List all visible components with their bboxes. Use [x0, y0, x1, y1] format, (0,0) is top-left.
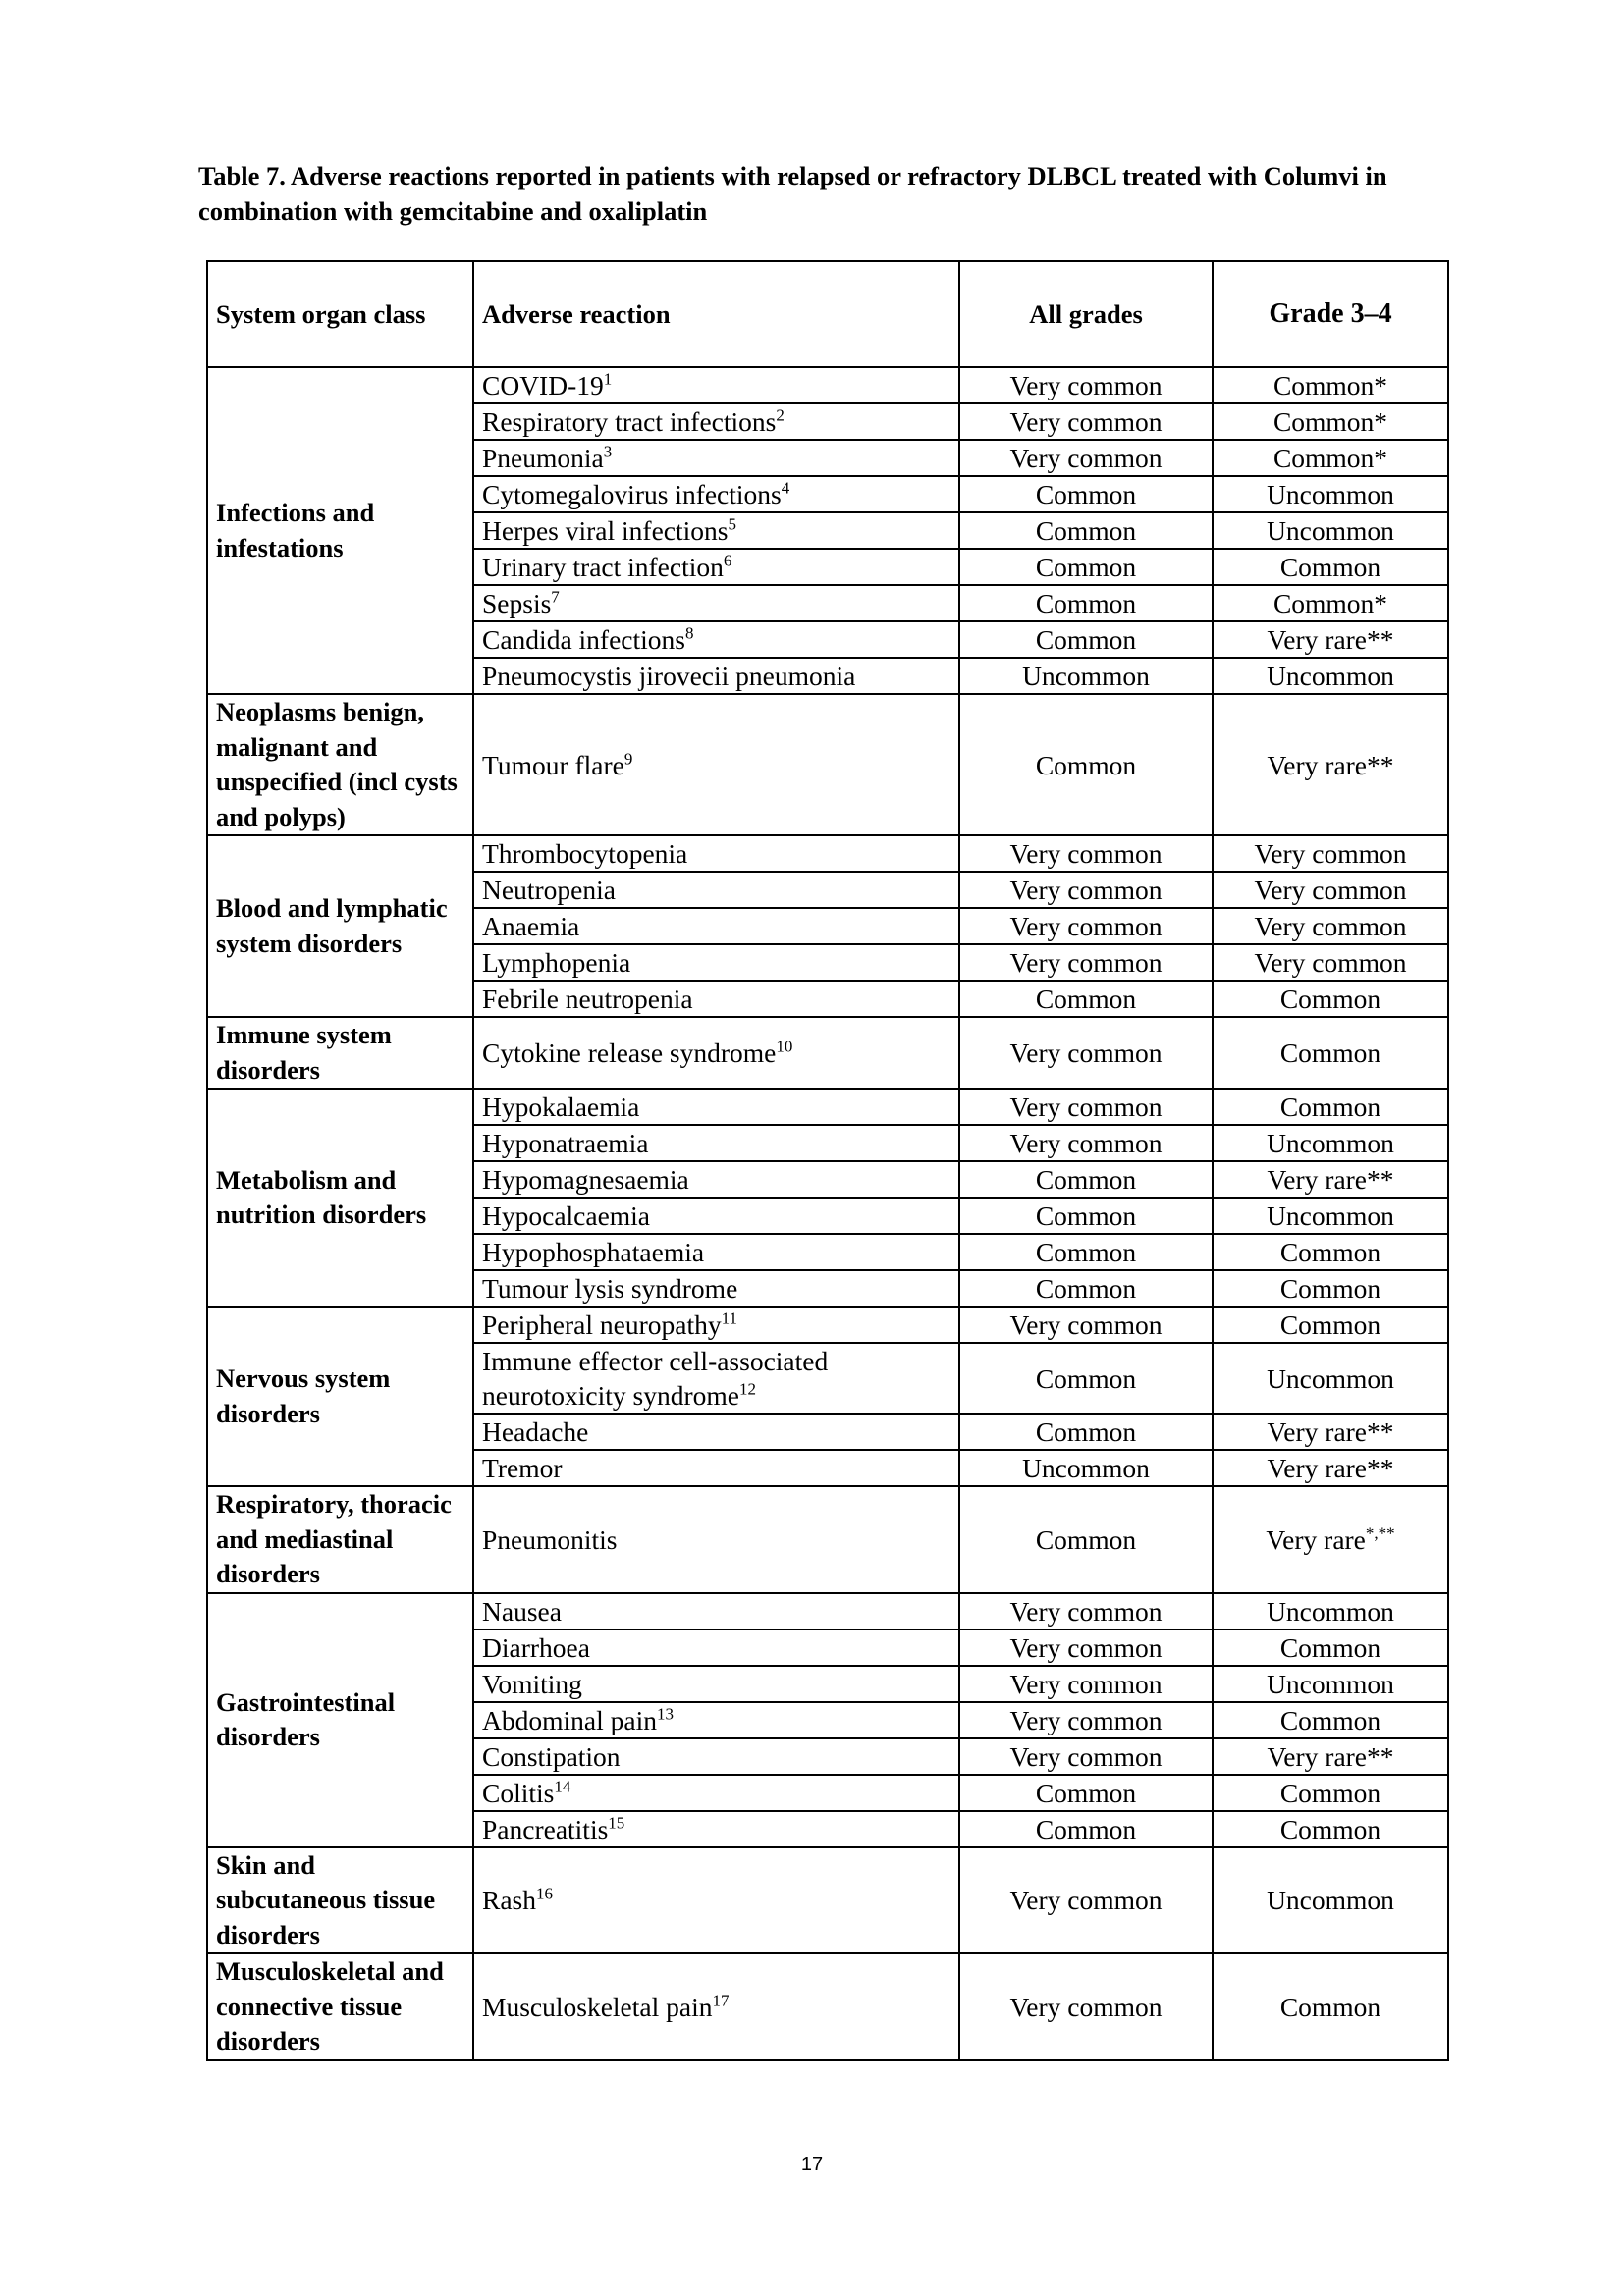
grade-3-4-label: Uncommon: [1267, 1595, 1394, 1627]
grade-3-4-cell: [1213, 1738, 1448, 1775]
adverse-reaction-label: Hyponatraemia: [482, 1128, 649, 1158]
all-grades-cell: Common: [959, 1486, 1213, 1593]
adverse-reaction-cell: [473, 1486, 959, 1593]
adverse-reaction-label: Pancreatitis: [482, 1813, 609, 1844]
adverse-reaction-label: Anaemia: [482, 911, 580, 941]
grade-3-4-cell: [1213, 549, 1448, 585]
all-grades-cell: Very common: [959, 908, 1213, 944]
grade-3-4-label: Uncommon: [1267, 515, 1394, 546]
adverse-reaction-label: Tumour flare: [482, 749, 624, 780]
header-adverse-reaction: Adverse reaction: [473, 261, 959, 367]
table-row: [207, 1307, 1448, 1343]
grade-3-4-cell: [1213, 621, 1448, 658]
adverse-reaction-label: Thrombocytopenia: [482, 838, 688, 869]
all-grades-cell: Common: [959, 585, 1213, 621]
grade-3-4-cell: [1213, 1450, 1448, 1486]
adverse-reactions-table: [206, 260, 1449, 2061]
adverse-reaction-cell: [473, 403, 959, 440]
table-title: Table 7. Adverse reactions reported in patients with relapsed or refractory DLBCL treated with Columvi in combination with gemcitabine and oxaliplatin: [198, 161, 1387, 226]
adverse-reaction-cell: [473, 1953, 959, 2060]
grade-3-4-cell: [1213, 1593, 1448, 1629]
table-row: [207, 1486, 1448, 1593]
all-grades-cell: Very common: [959, 367, 1213, 403]
footnote-marker: 9: [623, 748, 633, 768]
all-grades-cell: Very common: [959, 440, 1213, 476]
adverse-reaction-label: Tremor: [482, 1453, 563, 1483]
grade-3-4-label: Very rare**: [1267, 1164, 1394, 1195]
adverse-reaction-cell: [473, 367, 959, 403]
grade-3-4-cell: [1213, 440, 1448, 476]
adverse-reaction-cell: [473, 835, 959, 872]
system-organ-class-cell: Nervous system disorders: [207, 1307, 473, 1486]
adverse-reaction-cell: [473, 512, 959, 549]
adverse-reaction-label: Hypomagnesaemia: [482, 1164, 689, 1195]
header-all-grades: All grades: [959, 261, 1213, 367]
footnote-marker: 11: [721, 1308, 737, 1328]
all-grades-cell: Common: [959, 1343, 1213, 1414]
adverse-reaction-label: Nausea: [482, 1595, 562, 1627]
footnote-marker: 14: [554, 1776, 571, 1795]
all-grades-cell: Very common: [959, 403, 1213, 440]
all-grades-cell: Very common: [959, 1629, 1213, 1666]
system-organ-class-cell: Neoplasms benign, malignant and unspecified (incl cysts and polyps): [207, 694, 473, 835]
all-grades-cell: Common: [959, 1270, 1213, 1307]
grade-3-4-cell: [1213, 1017, 1448, 1089]
grade-3-4-cell: [1213, 1666, 1448, 1702]
all-grades-cell: Very common: [959, 1738, 1213, 1775]
adverse-reaction-label: Febrile neutropenia: [482, 984, 693, 1014]
grade-3-4-label: Common*: [1272, 443, 1388, 473]
grade-3-4-label: Common: [1279, 984, 1381, 1014]
grade-3-4-label: Uncommon: [1267, 1362, 1394, 1394]
grade-3-4-cell: [1213, 1953, 1448, 2060]
adverse-reaction-label: Headache: [482, 1416, 589, 1447]
footnote-marker: *,**: [1365, 1523, 1395, 1543]
grade-3-4-cell: [1213, 1811, 1448, 1847]
footnote-marker: 12: [738, 1379, 756, 1399]
all-grades-cell: Common: [959, 981, 1213, 1017]
grade-3-4-cell: [1213, 944, 1448, 981]
grade-3-4-label: Uncommon: [1267, 1128, 1394, 1158]
adverse-reaction-cell: [473, 1270, 959, 1307]
all-grades-cell: Common: [959, 1198, 1213, 1234]
adverse-reaction-cell: [473, 1343, 959, 1414]
all-grades-cell: Common: [959, 1811, 1213, 1847]
grade-3-4-label: Uncommon: [1267, 1885, 1394, 1916]
all-grades-cell: Very common: [959, 835, 1213, 872]
grade-3-4-label: Common: [1279, 1631, 1381, 1663]
adverse-reaction-label: Hypocalcaemia: [482, 1201, 651, 1231]
system-organ-class-cell: Infections and infestations: [207, 367, 473, 694]
all-grades-cell: Very common: [959, 1702, 1213, 1738]
grade-3-4-label: Common: [1279, 1273, 1381, 1304]
grade-3-4-cell: [1213, 872, 1448, 908]
grade-3-4-label: Very common: [1254, 838, 1407, 869]
all-grades-cell: Very common: [959, 872, 1213, 908]
page-number: 17: [800, 2154, 824, 2175]
adverse-reaction-label: Lymphopenia: [482, 947, 631, 978]
grade-3-4-cell: [1213, 694, 1448, 835]
system-organ-class-cell: Immune system disorders: [207, 1017, 473, 1089]
system-organ-class-cell: Musculoskeletal and connective tissue disorders: [207, 1953, 473, 2060]
grade-3-4-label: Common: [1279, 1704, 1381, 1735]
adverse-reaction-cell: [473, 1775, 959, 1811]
grade-3-4-cell: [1213, 476, 1448, 512]
adverse-reaction-label: Sepsis: [482, 588, 552, 618]
grade-3-4-cell: [1213, 403, 1448, 440]
all-grades-cell: Common: [959, 512, 1213, 549]
grade-3-4-label: Very rare**: [1267, 1416, 1394, 1447]
adverse-reaction-cell: [473, 585, 959, 621]
footnote-marker: 10: [776, 1037, 793, 1056]
footnote-marker: 13: [656, 1703, 674, 1723]
footnote-marker: 8: [684, 623, 694, 643]
table-row: [207, 694, 1448, 835]
grade-3-4-label: Common: [1279, 1777, 1381, 1808]
grade-3-4-cell: [1213, 658, 1448, 694]
all-grades-cell: Very common: [959, 1666, 1213, 1702]
adverse-reaction-cell: [473, 1450, 959, 1486]
adverse-reaction-label: COVID-19: [482, 370, 604, 400]
grade-3-4-label: Common: [1279, 1038, 1381, 1068]
grade-3-4-cell: [1213, 1089, 1448, 1125]
grade-3-4-cell: [1213, 981, 1448, 1017]
grade-3-4-cell: [1213, 1161, 1448, 1198]
adverse-reaction-cell: [473, 1017, 959, 1089]
adverse-reaction-label: Herpes viral infections: [482, 515, 729, 546]
footnote-marker: 1: [603, 369, 613, 389]
all-grades-cell: Very common: [959, 1017, 1213, 1089]
adverse-reaction-label: Immune effector cell-associated neurotoxicity syndrome: [482, 1346, 829, 1411]
system-organ-class-cell: Skin and subcutaneous tissue disorders: [207, 1847, 473, 1954]
adverse-reaction-cell: [473, 1702, 959, 1738]
all-grades-cell: Common: [959, 1775, 1213, 1811]
grade-3-4-label: Very rare**: [1267, 624, 1394, 655]
grade-3-4-cell: [1213, 1629, 1448, 1666]
footnote-marker: 7: [551, 587, 560, 607]
grade-3-4-cell: [1213, 1125, 1448, 1161]
adverse-reaction-cell: [473, 1629, 959, 1666]
all-grades-cell: Common: [959, 1414, 1213, 1450]
footnote-marker: 3: [603, 442, 613, 461]
table-row: [207, 1953, 1448, 2060]
footnote-marker: 2: [776, 405, 785, 425]
grade-3-4-cell: [1213, 585, 1448, 621]
adverse-reaction-cell: [473, 1738, 959, 1775]
grade-3-4-cell: [1213, 908, 1448, 944]
grade-3-4-cell: [1213, 1198, 1448, 1234]
adverse-reaction-cell: [473, 1161, 959, 1198]
footnote-marker: 4: [781, 478, 790, 498]
all-grades-cell: Very common: [959, 1847, 1213, 1954]
all-grades-cell: Very common: [959, 1307, 1213, 1343]
header-grade-3-4: Grade 3–4: [1213, 261, 1448, 367]
footnote-marker: 16: [536, 1884, 553, 1903]
adverse-reaction-cell: [473, 944, 959, 981]
grade-3-4-label: Common: [1279, 1991, 1381, 2022]
table-row: [207, 367, 1448, 403]
all-grades-cell: Very common: [959, 944, 1213, 981]
table-body: [207, 367, 1448, 2060]
adverse-reaction-label: Colitis: [482, 1777, 555, 1808]
all-grades-cell: Common: [959, 1161, 1213, 1198]
grade-3-4-label: Common: [1279, 1813, 1381, 1844]
table-row: [207, 1089, 1448, 1125]
adverse-reaction-label: Diarrhoea: [482, 1631, 590, 1663]
adverse-reaction-cell: [473, 981, 959, 1017]
grade-3-4-label: Common*: [1272, 370, 1388, 400]
adverse-reaction-cell: [473, 1414, 959, 1450]
grade-3-4-cell: [1213, 1702, 1448, 1738]
adverse-reaction-cell: [473, 549, 959, 585]
adverse-reaction-cell: [473, 1089, 959, 1125]
all-grades-cell: Uncommon: [959, 1450, 1213, 1486]
adverse-reaction-cell: [473, 1847, 959, 1954]
system-organ-class-cell: Gastrointestinal disorders: [207, 1593, 473, 1847]
grade-3-4-label: Uncommon: [1267, 1668, 1394, 1699]
all-grades-cell: Very common: [959, 1953, 1213, 2060]
grade-3-4-cell: [1213, 835, 1448, 872]
grade-3-4-label: Uncommon: [1267, 479, 1394, 509]
adverse-reaction-label: Pneumonitis: [482, 1523, 618, 1555]
adverse-reaction-cell: [473, 476, 959, 512]
footnote-marker: 15: [608, 1812, 625, 1832]
grade-3-4-cell: [1213, 1847, 1448, 1954]
grade-3-4-label: Common: [1279, 1092, 1381, 1122]
adverse-reaction-label: Hypokalaemia: [482, 1092, 640, 1122]
adverse-reaction-label: Abdominal pain: [482, 1704, 657, 1735]
adverse-reaction-label: Respiratory tract infections: [482, 406, 777, 437]
grade-3-4-label: Common: [1279, 1237, 1381, 1267]
grade-3-4-cell: [1213, 1414, 1448, 1450]
adverse-reaction-label: Pneumocystis jirovecii pneumonia: [482, 661, 856, 691]
adverse-reaction-label: Cytomegalovirus infections: [482, 479, 782, 509]
adverse-reaction-label: Neutropenia: [482, 875, 616, 905]
all-grades-cell: Common: [959, 549, 1213, 585]
all-grades-cell: Common: [959, 621, 1213, 658]
adverse-reaction-label: Peripheral neuropathy: [482, 1309, 722, 1340]
grade-3-4-cell: [1213, 1270, 1448, 1307]
footnote-marker: 5: [728, 514, 736, 534]
adverse-reaction-cell: [473, 908, 959, 944]
adverse-reaction-label: Urinary tract infection: [482, 552, 724, 582]
adverse-reaction-label: Hypophosphataemia: [482, 1237, 705, 1267]
table-row: [207, 1847, 1448, 1954]
grade-3-4-label: Common*: [1272, 588, 1388, 618]
grade-3-4-cell: [1213, 1343, 1448, 1414]
adverse-reaction-label: Tumour lysis syndrome: [482, 1273, 738, 1304]
grade-3-4-label: Uncommon: [1267, 661, 1394, 691]
table-row: [207, 1593, 1448, 1629]
system-organ-class-cell: Respiratory, thoracic and mediastinal disorders: [207, 1486, 473, 1593]
adverse-reaction-cell: [473, 440, 959, 476]
table-row: [207, 1017, 1448, 1089]
all-grades-cell: Common: [959, 1234, 1213, 1270]
adverse-reaction-label: Rash: [482, 1885, 536, 1916]
grade-3-4-label: Uncommon: [1267, 1201, 1394, 1231]
grade-3-4-label: Very rare**: [1267, 1740, 1394, 1772]
grade-3-4-label: Very rare**: [1267, 1453, 1394, 1483]
adverse-reaction-cell: [473, 1666, 959, 1702]
adverse-reaction-cell: [473, 1234, 959, 1270]
adverse-reaction-cell: [473, 694, 959, 835]
adverse-reaction-cell: [473, 1125, 959, 1161]
all-grades-cell: Common: [959, 694, 1213, 835]
grade-3-4-label: Common*: [1272, 406, 1388, 437]
grade-3-4-cell: [1213, 1775, 1448, 1811]
adverse-reaction-label: Cytokine release syndrome: [482, 1038, 777, 1068]
grade-3-4-cell: [1213, 1307, 1448, 1343]
system-organ-class-cell: Metabolism and nutrition disorders: [207, 1089, 473, 1307]
all-grades-cell: Very common: [959, 1125, 1213, 1161]
grade-3-4-label: Very common: [1254, 947, 1407, 978]
adverse-reaction-cell: [473, 621, 959, 658]
adverse-reaction-label: Constipation: [482, 1740, 621, 1772]
adverse-reaction-label: Pneumonia: [482, 443, 604, 473]
all-grades-cell: Very common: [959, 1089, 1213, 1125]
all-grades-cell: Uncommon: [959, 658, 1213, 694]
header-system-organ-class: System organ class: [207, 261, 473, 367]
footnote-marker: 6: [723, 551, 732, 570]
system-organ-class-cell: Blood and lymphatic system disorders: [207, 835, 473, 1017]
adverse-reaction-label: Candida infections: [482, 624, 685, 655]
adverse-reaction-cell: [473, 658, 959, 694]
footnote-marker: 17: [712, 1991, 730, 2010]
table-row: [207, 835, 1448, 872]
adverse-reaction-cell: [473, 1198, 959, 1234]
grade-3-4-cell: [1213, 367, 1448, 403]
table-header-row: [207, 261, 1448, 367]
adverse-reaction-cell: [473, 1811, 959, 1847]
adverse-reaction-cell: [473, 1593, 959, 1629]
grade-3-4-label: Common: [1279, 1309, 1381, 1340]
grade-3-4-label: Very common: [1254, 911, 1407, 941]
adverse-reaction-label: Musculoskeletal pain: [482, 1991, 713, 2022]
grade-3-4-label: Very common: [1254, 875, 1407, 905]
adverse-reaction-cell: [473, 1307, 959, 1343]
grade-3-4-label: Very rare: [1266, 1523, 1366, 1555]
grade-3-4-cell: [1213, 512, 1448, 549]
grade-3-4-label: Common: [1279, 552, 1381, 582]
grade-3-4-cell: [1213, 1234, 1448, 1270]
all-grades-cell: Very common: [959, 1593, 1213, 1629]
adverse-reaction-cell: [473, 872, 959, 908]
grade-3-4-label: Very rare**: [1267, 749, 1394, 780]
grade-3-4-cell: [1213, 1486, 1448, 1593]
adverse-reaction-label: Vomiting: [482, 1668, 582, 1699]
all-grades-cell: Common: [959, 476, 1213, 512]
